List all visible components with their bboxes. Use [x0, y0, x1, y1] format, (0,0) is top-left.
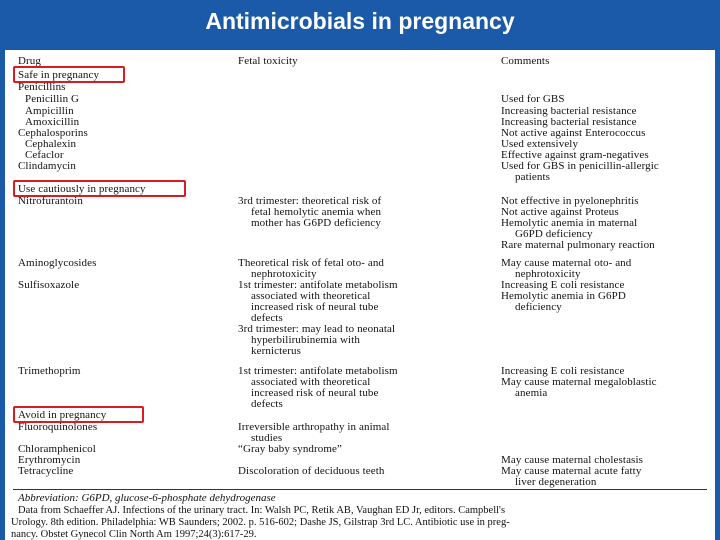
drug-nitrofurantoin: Nitrofurantoin [18, 195, 83, 207]
comment-amino-1: May cause maternal oto- and [501, 257, 632, 269]
comment-sulf-3: deficiency [515, 301, 562, 313]
footnote-divider [13, 489, 707, 490]
comment-tri-3: anemia [515, 387, 548, 399]
fetal-sulf-2: associated with theoretical [251, 290, 371, 302]
drug-clindamycin: Clindamycin [18, 160, 76, 172]
comment-nitro-4: G6PD deficiency [515, 228, 593, 240]
comment-tri-2: May cause maternal megaloblastic [501, 376, 657, 388]
fetal-tri-1: 1st trimester: antifolate metabolism [238, 365, 398, 377]
fetal-chloro: “Gray baby syndrome” [238, 443, 343, 455]
footnote-source-1: Data from Schaeffer AJ. Infections of the urinary tract. In: Walsh PC, Retik AB, Vaughan ED Jr, editors. Campbell's [18, 505, 506, 516]
comment-pen-g: Used for GBS [501, 93, 565, 105]
comment-clindamycin-1: Used for GBS in penicillin-allergic [501, 160, 659, 172]
comment-sulf-1: Increasing E coli resistance [501, 279, 625, 291]
slide-title: Antimicrobials in pregnancy [205, 8, 515, 34]
fetal-sulf-6: hyperbilirubinemia with [251, 334, 360, 346]
section-safe: Safe in pregnancy [18, 69, 100, 81]
section-avoid: Avoid in pregnancy [18, 409, 107, 421]
drug-table [5, 50, 715, 540]
drug-tetracycline: Tetracycline [18, 465, 74, 477]
comment-tetra-1: May cause maternal acute fatty [501, 465, 642, 477]
header-drug: Drug [18, 55, 42, 67]
fetal-amino-2: nephrotoxicity [251, 268, 317, 280]
drug-cefaclor: Cefaclor [25, 149, 64, 161]
comment-clindamycin-2: patients [515, 171, 551, 183]
comment-cephalosporins: Not active against Enterococcus [501, 127, 646, 139]
drug-ampicillin: Ampicillin [25, 105, 74, 117]
drug-cephalosporins: Cephalosporins [18, 127, 88, 139]
fetal-fluoro-1: Irreversible arthropathy in animal [238, 421, 390, 433]
footnote-source-3: nancy. Obstet Gynecol Clin North Am 1997;24(3):617-29. [11, 529, 257, 540]
drug-cephalexin: Cephalexin [25, 138, 77, 150]
fetal-fluoro-2: studies [251, 432, 283, 444]
fetal-tri-2: associated with theoretical [251, 376, 371, 388]
footnote-source-2: Urology. 8th edition. Philadelphia: WB Saunders; 2002. p. 516-602; Dashe JS, Gilstrap 3rd LC. Antibiotic use in preg- [11, 517, 510, 528]
comment-nitro-3: Hemolytic anemia in maternal [501, 217, 638, 229]
comment-erythromycin: May cause maternal cholestasis [501, 454, 643, 466]
comment-cephalexin: Used extensively [501, 138, 579, 150]
header-fetal-toxicity: Fetal toxicity [238, 55, 298, 67]
fetal-amino-1: Theoretical risk of fetal oto- and [238, 257, 385, 269]
fetal-nitro-2: fetal hemolytic anemia when [251, 206, 382, 218]
comment-tetra-2: liver degeneration [515, 476, 597, 488]
drug-fluoroquinolones: Fluoroquinolones [18, 421, 98, 433]
drug-erythromycin: Erythromycin [18, 454, 81, 466]
comment-nitro-1: Not effective in pyelonephritis [501, 195, 639, 207]
comment-cefaclor: Effective against gram-negatives [501, 149, 649, 161]
fetal-nitro-1: 3rd trimester: theoretical risk of [238, 195, 382, 207]
drug-penicillin-g: Penicillin G [25, 93, 80, 105]
fetal-tri-3: increased risk of neural tube [251, 387, 379, 399]
fetal-tri-4: defects [251, 398, 283, 410]
fetal-sulf-5: 3rd trimester: may lead to neonatal [238, 323, 396, 335]
drug-trimethoprim: Trimethoprim [18, 365, 81, 377]
section-caution: Use cautiously in pregnancy [18, 183, 146, 195]
comment-amoxicillin: Increasing bacterial resistance [501, 116, 637, 128]
comment-nitro-2: Not active against Proteus [501, 206, 619, 218]
comment-tri-1: Increasing E coli resistance [501, 365, 625, 377]
drug-sulfisoxazole: Sulfisoxazole [18, 279, 80, 291]
drug-aminoglycosides: Aminoglycosides [18, 257, 97, 269]
fetal-sulf-4: defects [251, 312, 283, 324]
header-comments: Comments [501, 55, 550, 67]
drug-amoxicillin: Amoxicillin [25, 116, 80, 128]
fetal-sulf-3: increased risk of neural tube [251, 301, 379, 313]
fetal-tetracycline: Discoloration of deciduous teeth [238, 465, 385, 477]
comment-sulf-2: Hemolytic anemia in G6PD [501, 290, 626, 302]
drug-chloramphenicol: Chloramphenicol [18, 443, 96, 455]
comment-nitro-5: Rare maternal pulmonary reaction [501, 239, 655, 251]
fetal-nitro-3: mother has G6PD deficiency [251, 217, 381, 229]
footnote-abbreviation: Abbreviation: G6PD, glucose-6-phosphate dehydrogenase [18, 492, 276, 504]
comment-amino-2: nephrotoxicity [515, 268, 581, 280]
drug-penicillins: Penicillins [18, 81, 66, 93]
comment-ampicillin: Increasing bacterial resistance [501, 105, 637, 117]
fetal-sulf-1: 1st trimester: antifolate metabolism [238, 279, 398, 291]
fetal-sulf-7: kernicterus [251, 345, 301, 357]
